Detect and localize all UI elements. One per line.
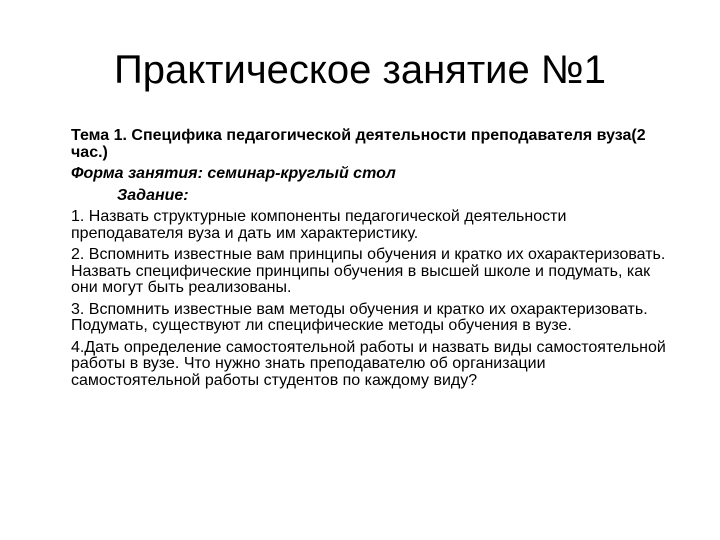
lesson-form-line: Форма занятия: семинар-круглый стол xyxy=(71,165,396,182)
task-item-2: 2. Вспомнить известные вам принципы обучения и кратко их охарактеризовать. Назвать специфические принципы обучения в высшей школе и подумать, как они могут быть реализованы. xyxy=(71,246,666,296)
topic-line: Тема 1. Специфика педагогической деятельности преподавателя вуза(2 час.) xyxy=(71,127,646,161)
task-item-1: 1. Назвать структурные компоненты педагогической деятельности преподавателя вуза и дать им характеристику. xyxy=(71,208,567,242)
slide-body xyxy=(71,128,671,394)
task-heading: Задание: xyxy=(117,186,189,204)
task-item-3: 3. Вспомнить известные вам методы обучения и кратко их охарактеризовать. Подумать, существуют ли специфические методы обучения в вузе. xyxy=(71,300,648,334)
task-item-4: 4.Дать определение самостоятельной работы и назвать виды самостоятельной работы в вузе. Что нужно знать преподавателю об организации самостоятельной работы студентов по каждому виду? xyxy=(71,338,666,389)
slide-title: Практическое занятие №1 xyxy=(113,48,606,92)
